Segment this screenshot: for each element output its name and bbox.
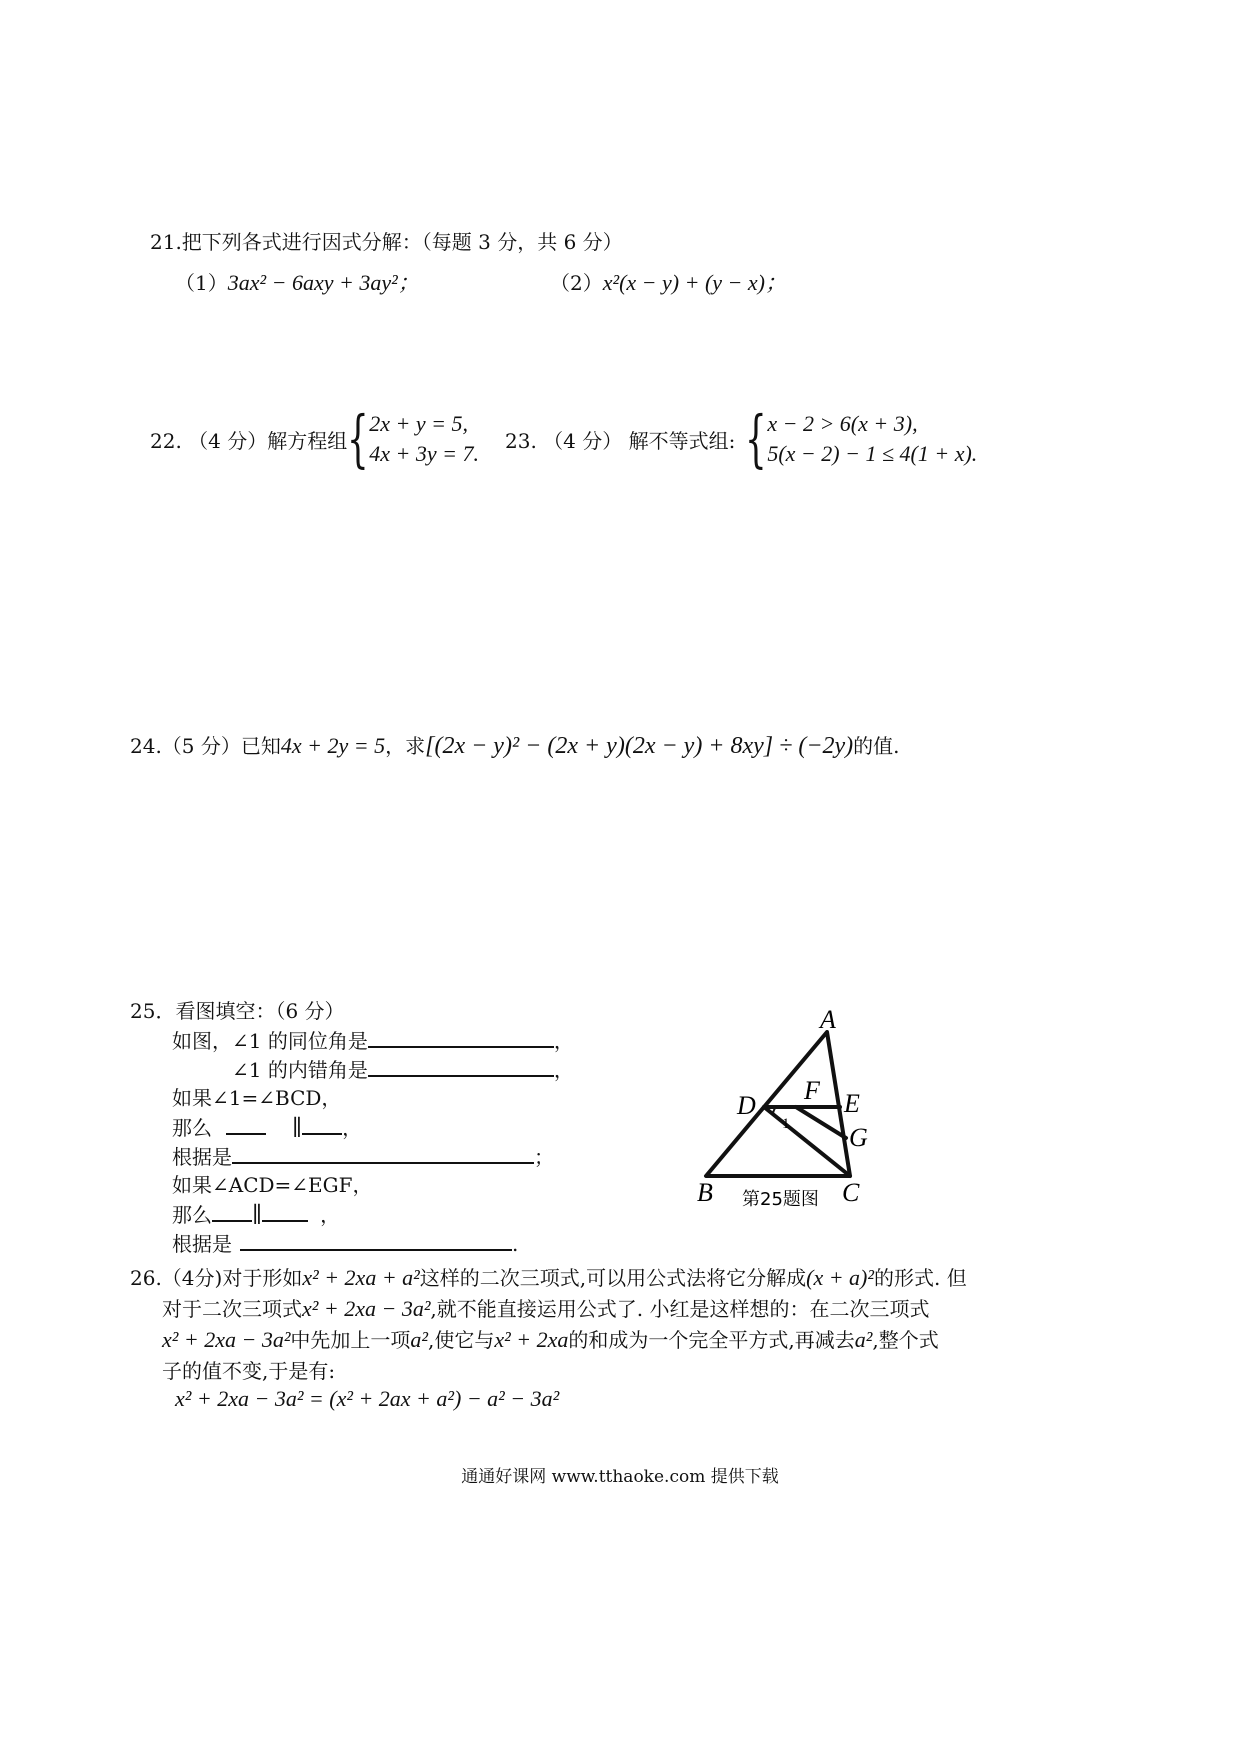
q25-line2 (232, 1053, 574, 1083)
q25-line5-end: ； (534, 1145, 554, 1169)
q26-line2 (162, 1293, 930, 1322)
q26-line3g: a² (854, 1327, 873, 1352)
q24 (130, 730, 900, 760)
q25-stem: 25．看图填空：（6 分） (130, 999, 345, 1023)
q25-line7 (172, 1198, 340, 1228)
q25-line1 (172, 1024, 574, 1054)
q26-line1e: 的形式. 但 (873, 1266, 967, 1290)
q23-label: 23. （4 分） 解不等式组: (505, 428, 736, 453)
q25-blank-corresponding-angle[interactable] (368, 1024, 554, 1048)
q25-line8-text: 根据是 (172, 1232, 232, 1256)
q26-line5: x² + 2xa − 3a² = (x² + 2ax + a²) − a² − 3a² (175, 1386, 560, 1411)
q23-ineq1: x − 2 > 6(x + 3), (767, 411, 918, 436)
q25-line8 (172, 1227, 518, 1257)
q21-part1-label: （1） (175, 271, 228, 295)
q24-prefix: 24.（5 分）已知 (130, 734, 281, 758)
q21-part1-expr: 3ax² − 6axy + 3ay²； (227, 270, 420, 295)
q25-blank-parallel-1a[interactable] (226, 1111, 266, 1135)
point-c-label: C (842, 1178, 860, 1207)
q25-line2-text: ∠1 的内错角是 (232, 1058, 368, 1082)
q25-blank-reason-2[interactable] (240, 1227, 512, 1251)
point-b-label: B (697, 1178, 713, 1207)
q22 (150, 402, 479, 475)
point-g-label: G (849, 1123, 868, 1152)
q21-part2 (550, 266, 787, 297)
q26-line3d: ,使它与 (428, 1328, 495, 1352)
q24-given: 4x + 2y = 5 (280, 733, 386, 758)
q26-line3h: ,整个式 (872, 1328, 939, 1352)
q25-figure (690, 1005, 890, 1220)
q25-blank-parallel-2b[interactable] (262, 1198, 308, 1222)
q26-line3 (162, 1324, 939, 1353)
q25-blank-parallel-2a[interactable] (212, 1198, 252, 1222)
q26-line2b: x² + 2xa − 3a² (302, 1296, 431, 1321)
angle-1-label: 1 (782, 1116, 790, 1132)
q21-part1 (175, 266, 420, 297)
q22-brace: { (347, 402, 369, 475)
q26-line4: 子的值不变,于是有: (162, 1359, 336, 1383)
q22-eq2: 4x + 3y = 7. (369, 441, 479, 466)
q25-line7-end: ， (320, 1203, 341, 1227)
q26-line3e: x² + 2xa (494, 1327, 569, 1352)
q25-blank-parallel-1b[interactable] (302, 1111, 342, 1135)
q26-line3a: x² + 2xa − 3a² (162, 1327, 291, 1352)
q25-line6: 如果∠ACD=∠EGF， (172, 1173, 373, 1197)
q23-system (767, 409, 977, 469)
point-a-label: A (820, 1005, 836, 1034)
figure-caption: 第25题图 (742, 1189, 819, 1210)
q25-line2-end: ， (553, 1058, 574, 1082)
q26-line1a: 26.（4分)对于形如 (130, 1266, 303, 1290)
q26-line1 (130, 1262, 967, 1291)
q26-line3c: a² (410, 1327, 429, 1352)
q25-blank-alternate-angle[interactable] (368, 1053, 554, 1077)
q23-brace: { (745, 402, 768, 475)
q25-line7-text: 那么 (172, 1203, 212, 1227)
page-footer: 通通好课网 www.tthaoke.com 提供下载 (461, 1467, 779, 1487)
q25-line5 (172, 1140, 554, 1170)
q26-line3b: 中先加上一项 (290, 1328, 411, 1352)
q24-suffix: 的值. (853, 734, 900, 758)
point-e-label: E (844, 1089, 860, 1118)
q25-line3: 如果∠1=∠BCD， (172, 1086, 342, 1110)
q25-line4 (172, 1111, 362, 1141)
q24-expr: [(2x − y)² − (2x + y)(2x − y) + 8xy] ÷ (−2y) (425, 733, 854, 759)
q25-parallel-symbol-2: ∥ (252, 1202, 263, 1227)
q24-mid: ，求 (385, 734, 426, 758)
segment-dc (764, 1107, 850, 1176)
q25-line8-end: . (512, 1232, 519, 1256)
triangle-abc (706, 1032, 850, 1176)
q25-line5-text: 根据是 (172, 1145, 232, 1169)
q25-line4-end: ， (342, 1116, 363, 1140)
q22-label: 22. （4 分）解方程组 (150, 428, 348, 453)
q21-part2-label: （2） (550, 271, 603, 295)
q26-line2a: 对于二次三项式 (162, 1297, 302, 1321)
q25-line4-text: 那么 (172, 1116, 212, 1140)
q26-line1b: x² + 2xa + a² (302, 1265, 420, 1290)
q25-line1-text: 如图，∠1 的同位角是 (172, 1029, 368, 1053)
q26-line1d: (x + a)² (806, 1265, 874, 1290)
q23-ineq2: 5(x − 2) − 1 ≤ 4(1 + x). (767, 441, 978, 466)
q25-blank-reason-1[interactable] (232, 1140, 534, 1164)
q23 (505, 402, 978, 475)
q26-line2c: ,就不能直接运用公式了. 小红是这样想的：在二次三项式 (430, 1297, 930, 1321)
q26-line3f: 的和成为一个完全平方式,再减去 (568, 1328, 855, 1352)
q25-line1-end: ， (553, 1029, 574, 1053)
q22-eq1: 2x + y = 5, (369, 411, 468, 436)
q22-system (369, 409, 479, 469)
point-d-label: D (737, 1091, 756, 1120)
q21-stem: 21.把下列各式进行因式分解：（每题 3 分，共 6 分） (150, 230, 623, 254)
q25-parallel-symbol-1: ∥ (292, 1115, 303, 1140)
point-f-label: F (804, 1076, 820, 1105)
q21-part2-expr: x²(x − y) + (y − x)； (602, 270, 787, 295)
q26-line1c: 这样的二次三项式,可以用公式法将它分解成 (419, 1266, 807, 1290)
